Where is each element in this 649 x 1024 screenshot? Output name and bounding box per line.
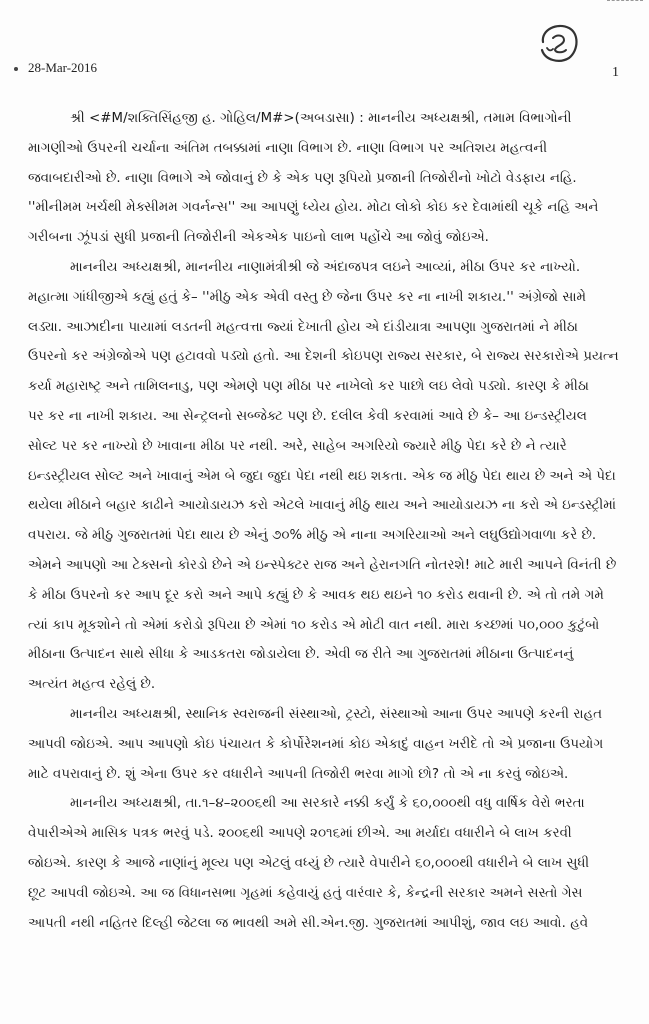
paragraph-4 [28,789,632,938]
text-line: ઉપરનો કર અંગ્રેજોએ પણ હટાવવો પડ્યો હતો. આ દેશની કોઇપણ રાજ્ય સરકાર, બે રાજ્ય સરકારોએ પ્રયત્ન [28,349,619,365]
text-line: જવાબદારીઓ છે. નાણા વિભાગે એ જોવાનું છે કે એક પણ રૂપિયો પ્રજાની તિજોરીનો ખોટો વેડફાય નહિ. [28,170,577,186]
speech-body [28,104,632,938]
paragraph-1 [28,104,632,253]
scan-edge-mark [607,0,643,5]
text-line: માનનીય અધ્યક્ષશ્રી, સ્થાનિક સ્વરાજની સંસ્થાઓ, ટ્રસ્ટો, સંસ્થાઓ આના ઉપર આપણે કરની રાહત [70,706,603,722]
text-line: કે મીઠા ઉપરનો કર આપ દૂર કરો અને આપે કહ્યું છે કે આવક થઇ થઇને ૧૦ કરોડ થવાની છે. એ તો તમે ગમે [28,587,604,603]
text-line: જોઇએ. કારણ કે આજે નાણાંનું મૂલ્ય પણ એટલું વધ્યું છે ત્યારે વેપારીને ૬૦,૦૦૦થી વધારીને બે લાખ સુધી [28,855,590,871]
text-line: થયેલા મીઠાને બહાર કાઢીને આયોડાયઝ કરો એટલે ખાવાનું મીઠુ થાય અને આયોડાયઝ ના કરો એ ઇન્ડસ્ટ્રીમાં [28,498,617,514]
text-line: સોલ્ટ પર કર નાખ્યો છે ખાવાના મીઠા પર નથી. અરે, સાહેબ અગરિયો જ્યારે મીઠુ પેદા કરે છે ને ત્યારે [28,438,567,454]
text-line: માનનીય અધ્યક્ષશ્રી, માનનીય નાણામંત્રીશ્રી જે અંદાજપત્ર લઇને આવ્યાં, મીઠા ઉપર કર નાખ્યો. [70,259,581,275]
text-line: માગણીઓ ઉપરની ચર્ચાના અંતિમ તબક્કામાં નાણા વિભાગ છે. નાણા વિભાગ પર અતિશય મહત્વની [28,140,548,156]
text-line: પર કર ના નાખી શકાય. આ સેન્ટ્રલનો સબ્જેક્ટ પણ છે. દલીલ કેવી કરવામાં આવે છે કે– આ ઇન્ડસ્ટ્રીયલ [28,408,587,424]
text-line: માટે વપરાવાનું છે. શું એના ઉપર કર વધારીને આપની તિજોરી ભરવા માગો છો? તો એ ના કરવું જોઇએ. [28,766,569,782]
text-line: શ્રી <#M/શક્તિસિંહજી હ. ગોહિલ/M#>(અબડાસા) : માનનીય અધ્યક્ષશ્રી, તમામ વિભાગોની [70,111,572,126]
text-line: મીઠાના ઉત્પાદન સાથે સીધા કે આડકતરા જોડાયેલા છે. એવી જ રીતે આ ગુજરાતમાં મીઠાના ઉત્પાદનનું [28,647,574,663]
text-line: એમને આપણો આ ટેક્સનો કોરડો છેને એ ઇન્સ્પેક્ટર રાજ અને હેરાનગતિ નોતરશે! માટે મારી આપને વિનંતી છે [28,557,617,573]
text-line: મહાત્મા ગાંધીજીએ કહ્યું હતું કે– ''મીઠુ એક એવી વસ્તુ છે જેના ઉપર કર ના નાખી શકાય.'' અંગ્રેજો સામે [28,289,587,305]
text-line: ગરીબના ઝૂંપડાં સુધી પ્રજાની તિજોરીની એકએક પાઇનો લાભ પહોંચે આ જોવું જોઇએ. [28,230,489,246]
paragraph-3 [28,700,632,789]
text-line: ''મીનીમમ ખર્ચથી મેક્સીમમ ગવર્નન્સ'' આ આપણું ધ્યેય હોય. મોટા લોકો કોઇ કર દેવામાંથી ચૂકે નહિ અને [28,200,599,216]
paragraph-2 [28,253,632,700]
text-line: લડ્યા. આઝાદીના પાયામાં લડતની મહત્વત્તા જ્યાં દેખાતી હોય એ દાંડીયાત્રા આપણા ગુજરાતમાં ને મીઠા [28,319,578,335]
text-line: છૂટ આપવી જોઇએ. આ જ વિધાનસભા ગૃહમાં કહેવાયું હતું વારંવાર કે, કેન્દ્રની સરકાર અમને સસ્તો ગેસ [28,885,583,901]
text-line: ઇન્ડસ્ટ્રીયલ સોલ્ટ અને ખાવાનું એમ બે જુદા જુદા પેદા નથી થઇ શકતા. એક જ મીઠુ પેદા થાય છે અને એ પેદા [28,468,616,484]
text-line: વપરાય. જે મીઠુ ગુજરાતમાં પેદા થાય છે એનું ૭૦% મીઠુ એ નાના અગરિયાઓ અને લઘુઉદ્યોગવાળા કરે છે. [28,528,597,544]
text-line: કર્યા મહારાષ્ટ્ર અને તામિલનાડુ, પણ એમણે પણ મીઠા પર નાખેલો કર પાછો લઇ લેવો પડ્યો. કારણ કે મીઠા [28,379,590,395]
text-line: આપવી જોઇએ. આપ આપણો કોઇ પંચાયત કે કોર્પોરેશનમાં કોઇ એકાદું વાહન ખરીદે તો એ પ્રજાના ઉપયોગ [28,736,604,752]
handwritten-mark-icon [533,20,583,66]
margin-dot [14,67,18,71]
text-line: વેપારીએએ માસિક પત્રક ભરવું પડે. ૨૦૦૬થી આપણે ૨૦૧૬માં છીએ. આ મર્યાદા વધારીને બે લાખ કરવી [28,826,572,842]
text-line: અત્યંત મહત્વ રહેલું છે. [28,677,156,693]
text-line: ત્યાં કાપ મૂકશોને તો એમાં કરોડો રૂપિયા છે એમાં ૧૦ કરોડ એ મોટી વાત નથી. મારા કચ્છમાં ૫૦,૦૦૦ કુટુંબો [28,617,600,633]
document-date: 28-Mar-2016 [28,60,98,75]
text-line: માનનીય અધ્યક્ષશ્રી, તા.૧–૪–૨૦૦૬થી આ સરકારે નક્કી કર્યું કે ૬૦,૦૦૦થી વધુ વાર્ષિક વેરો ભરતા [70,796,585,812]
page-number: 1 [612,65,619,80]
text-line: આપતી નથી નહિતર દિલ્હી જેટલા જ ભાવથી અમે સી.એન.જી. ગુજરાતમાં આપીશું, જાવ લઇ આવો. હવે [28,915,589,931]
